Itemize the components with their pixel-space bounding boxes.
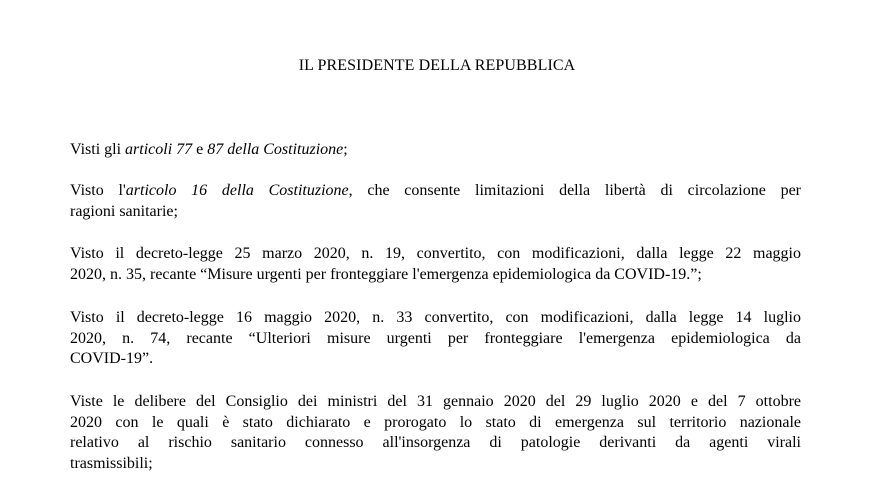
paragraph-line — [70, 140, 801, 161]
document-title: IL PRESIDENTE DELLA REPUBBLICA — [298, 57, 576, 74]
paragraph-line: 2020, n. 74, recante “Ulteriori misure urgenti per fronteggiare l'emergenza epidemiologica da — [70, 329, 801, 347]
paragraph-line: Visto il decreto-legge 25 marzo 2020, n. 19, convertito, con modificazioni, dalla legge 22 maggio — [70, 245, 801, 262]
paragraph-visti-articoli — [70, 140, 801, 161]
text-run: Visto l' — [70, 182, 126, 199]
text-run: ; — [343, 141, 348, 158]
paragraph-delibere-consiglio — [70, 392, 801, 474]
paragraph-line: relativo al rischio sanitario connesso all'insorgenza di patologie derivanti da agenti virali — [70, 434, 801, 451]
paragraph-line — [70, 181, 801, 202]
paragraph-line: 2020, n. 35, recante “Misure urgenti per fronteggiare l'emergenza epidemiologica da COVID-19.”; — [70, 265, 702, 283]
paragraph-line: trasmissibili; — [70, 454, 153, 472]
italic-reference: articolo 16 della Costituzione — [125, 182, 349, 199]
paragraph-line: COVID-19”. — [70, 350, 154, 367]
paragraph-line: ragioni sanitarie; — [70, 202, 178, 220]
paragraph-decreto-legge-33 — [70, 308, 801, 370]
text-run: , che consente limitazioni della libertà di circolazione per — [348, 182, 801, 199]
text-run: e — [192, 141, 208, 158]
paragraph-visto-articolo-16 — [70, 181, 801, 222]
text-run: Visti gli — [70, 141, 126, 158]
paragraph-line: Viste le delibere del Consiglio dei ministri del 31 gennaio 2020 del 29 luglio 2020 e del 7 ottobre — [70, 393, 801, 410]
paragraph-decreto-legge-19 — [70, 244, 801, 285]
paragraph-line: Visto il decreto-legge 16 maggio 2020, n. 33 convertito, con modificazioni, dalla legge 14 luglio — [70, 309, 801, 326]
italic-reference: 87 della Costituzione — [207, 141, 344, 158]
paragraph-line: 2020 con le quali è stato dichiarato e prorogato lo stato di emergenza sul territorio nazionale — [70, 413, 801, 431]
italic-reference: articoli 77 — [125, 141, 193, 158]
